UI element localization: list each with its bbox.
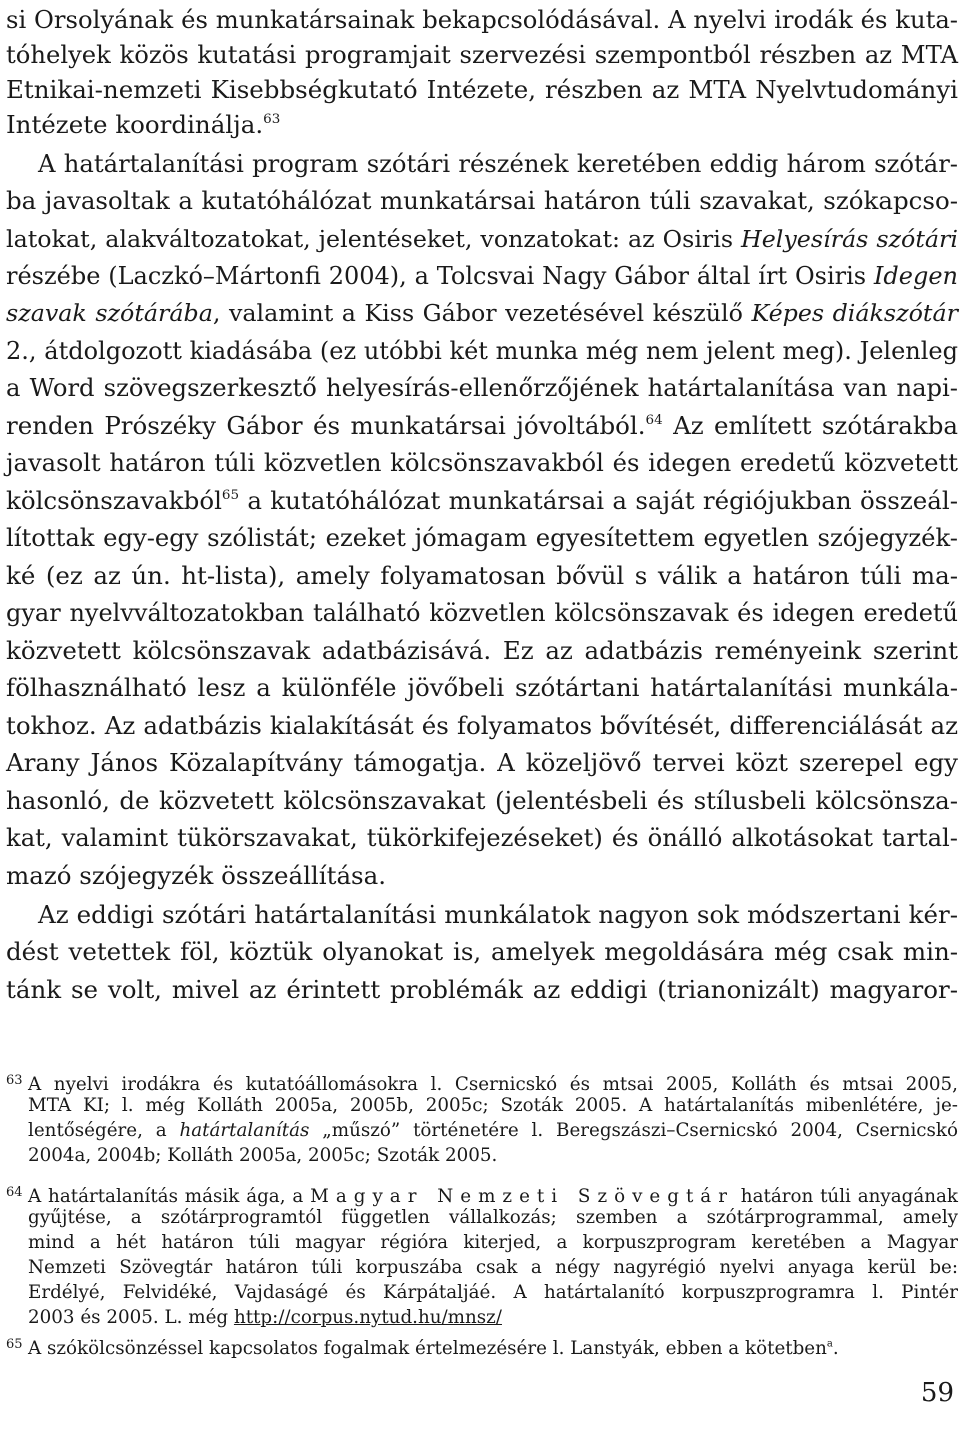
text-line: hasonló, de közvetett kölcsönszavakat (jelentésbeli és stílusbeli kölcsönsza- <box>6 786 958 815</box>
footnote-64: 64 A határtalanítás másik ága, a Magyar Nemzeti Szövegtár határon túli anyagának <box>6 1180 958 1205</box>
text-line: kölcsönszavakból$^{65}$ a kutatóhálózat munkatársai a saját régiójukban összeál- <box>6 486 958 515</box>
text-line: részébe (Laczkó–Mártonfi 2004), a Tolcsvai Nagy Gábor által írt Osiris Idegen <box>6 262 958 290</box>
text-line: szavak szótárába, valamint a Kiss Gábor vezetésével készülő Képes diákszótár <box>6 299 958 327</box>
text-line: tánk se volt, mivel az érintett problémák az eddigi (trianonizált) magyaror- <box>6 975 958 1004</box>
footnote-line: gyűjtése, a szótárprogramtól független vállalkozás; szemben a szótárprogrammal, amely <box>28 1207 958 1228</box>
text-line: Arany János Közalapítvány támogatja. A közeljövő tervei közt szerepel egy <box>6 748 958 777</box>
footnote-63: 63 A nyelvi irodákra és kutatóállomásokra l. Csernicskó és mtsai 2005, Kolláth és mtsai 2005, <box>6 1068 958 1093</box>
text-line: lítottak egy-egy szólistát; ezeket jómagam egyesítettem egyetlen szójegyzék- <box>6 523 958 552</box>
corpus-link[interactable]: http://corpus.nytud.hu/mnsz/ <box>233 1307 502 1328</box>
page-number: 59 <box>920 1378 954 1408</box>
text-line: javasolt határon túli közvetlen kölcsönszavakból és idegen eredetű közvetett <box>6 448 958 477</box>
text-line: Etnikai-nemzeti Kisebbségkutató Intézete, részben az MTA Nyelvtudományi <box>6 75 958 104</box>
footnote-line: Nemzeti Szövegtár határon túli korpuszába csak a négy nagyrégió nyelvi anyaga kerül be: <box>28 1257 958 1278</box>
footnote-number: 63 <box>6 1073 23 1088</box>
text-line: renden Prószéky Gábor és munkatársai jóvoltából.$^{64}$ Az említett szótárakba <box>6 411 958 440</box>
footnote-line: mind a hét határon túli magyar régióra kiterjed, a korpuszprogram keretében a Magyar <box>28 1232 958 1253</box>
text-line: közvetett kölcsönszavak adatbázisává. Ez az adatbázis reményeink szerint <box>6 636 958 665</box>
text-line: Az eddigi szótári határtalanítási munkálatok nagyon sok módszertani kér- <box>38 900 958 929</box>
footnote-ref[interactable]: 63 <box>263 110 281 127</box>
footnote-line: MTA KI; l. még Kolláth 2005a, 2005b, 2005c; Szoták 2005. A határtalanítás mibenlétére, je- <box>28 1095 958 1116</box>
text-line: ké (ez az ún. ht-lista), amely folyamatosan bővül s válik a határon túli ma- <box>6 561 958 590</box>
text-line: kat, valamint tükörszavakat, tükörkifejezéseket) és önálló alkotásokat tartal- <box>6 823 958 852</box>
footnote-ref[interactable]: 64 <box>645 411 663 428</box>
text-line: ba javasoltak a kutatóhálózat munkatársai határon túli szavakat, szókapcso- <box>6 186 958 215</box>
footnote-line: Erdélyé, Felvidéké, Vajdaságé és Kárpátaljáé. A határtalanító korpuszprogramra l. Pintér <box>28 1282 958 1303</box>
text-line: mazó szójegyzék összeállítása. <box>6 861 387 890</box>
footnote-line: 2004a, 2004b; Kolláth 2005a, 2005c; Szoták 2005. <box>28 1145 498 1166</box>
footnote-line: lentőségére, a határtalanítás „műszó” történetére l. Beregszászi–Csernicskó 2004, Csernicskó <box>28 1120 958 1141</box>
text-line: a Word szövegszerkesztő helyesírás-ellenőrzőjének határtalanítása van napi- <box>6 373 958 402</box>
text-line: latokat, alakváltozatokat, jelentéseket, vonzatokat: az Osiris Helyesírás szótári <box>6 225 958 253</box>
text-line: tóhelyek közös kutatási programjait szervezési szempontból részben az MTA <box>6 40 958 69</box>
text-line: fölhasználható lesz a különféle jövőbeli szótártani határtalanítási munkála- <box>6 673 958 702</box>
text-line: gyar nyelvváltozatokban található közvetlen kölcsönszavak és idegen eredetű <box>6 599 958 627</box>
footnote-65: 65 A szókölcsönzéssel kapcsolatos fogalmak értelmezésére l. Lanstyák, ebben a kötetben$^a$. <box>6 1332 958 1357</box>
footnote-ref[interactable]: 65 <box>221 486 240 503</box>
text-line: dést vetettek föl, köztük olyanokat is, amelyek megoldására még csak min- <box>6 937 958 966</box>
text-line: 2., átdolgozott kiadásába (ez utóbbi két munka még nem jelent meg). Jelenleg <box>6 337 958 365</box>
text-line: Intézete koordinálja.$^{63}$ <box>6 110 281 139</box>
footnote-line: 2003 és 2005. L. még http://corpus.nytud.hu/mnsz/ <box>28 1307 502 1328</box>
footnote-number: 65 <box>6 1337 23 1352</box>
text-line: A határtalanítási program szótári részének keretében eddig három szótár- <box>38 149 958 178</box>
text-line: si Orsolyának és munkatársainak bekapcsolódásával. A nyelvi irodák és kuta- <box>6 5 958 34</box>
text-line: tokhoz. Az adatbázis kialakítását és folyamatos bővítését, differenciálását az <box>6 711 958 740</box>
footnote-number: 64 <box>6 1185 23 1200</box>
